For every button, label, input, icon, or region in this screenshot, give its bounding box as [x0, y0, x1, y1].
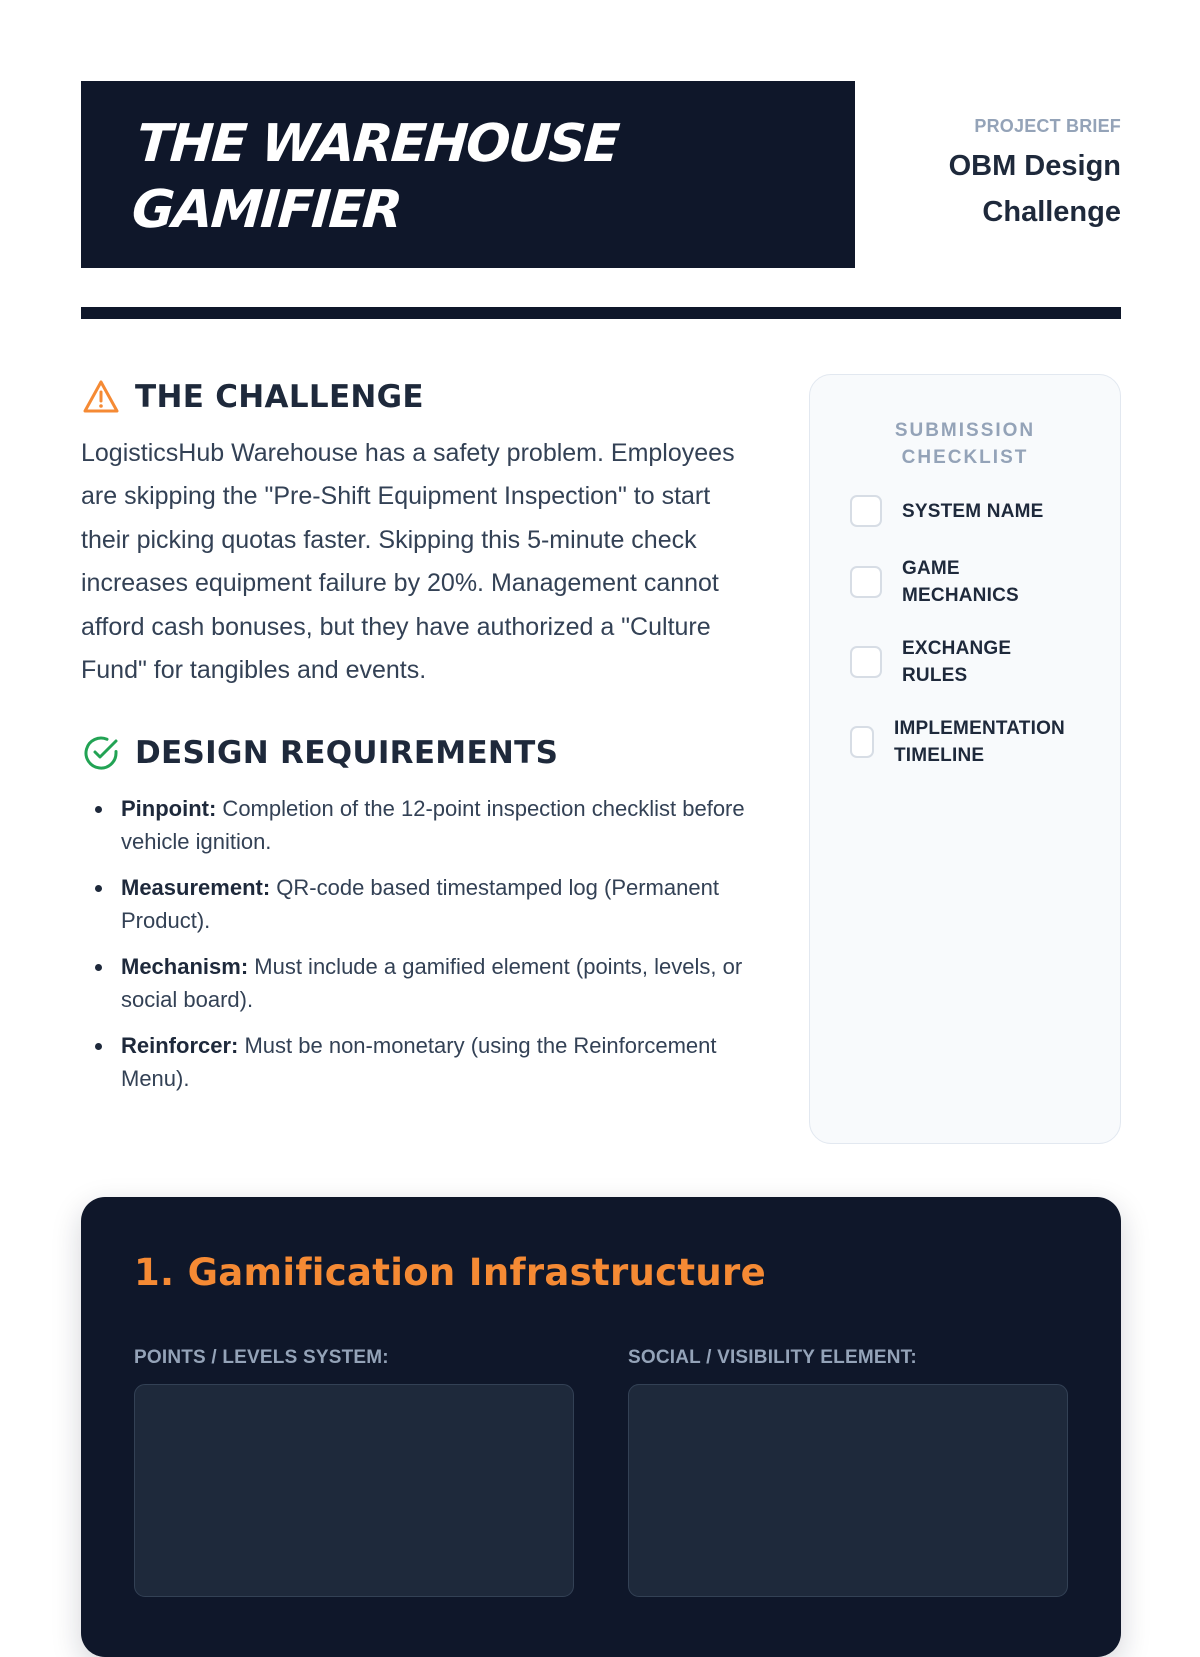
- requirement-term: Pinpoint:: [121, 796, 217, 822]
- requirement-item: [121, 792, 761, 858]
- requirement-text: Must include a gamified element (points, levels, or social board).: [121, 954, 743, 1013]
- checklist-title: SUBMISSION CHECKLIST: [894, 420, 1036, 468]
- brief-title: [881, 143, 1121, 235]
- challenge-heading-text: THE CHALLENGE: [135, 379, 424, 415]
- header-divider: [81, 307, 1121, 319]
- challenge-heading: [81, 374, 761, 420]
- points-levels-label: POINTS / LEVELS SYSTEM:: [134, 1347, 389, 1368]
- requirement-term: Mechanism:: [121, 954, 249, 980]
- checkbox-exchange-rules[interactable]: [850, 646, 882, 678]
- requirements-heading-text: DESIGN REQUIREMENTS: [135, 735, 559, 772]
- requirement-text: Must be non-monetary (using the Reinforcement Menu).: [121, 1033, 717, 1092]
- gamification-infrastructure-section: [81, 1197, 1121, 1657]
- page-header: [81, 81, 1121, 268]
- checklist-label: EXCHANGE RULES: [902, 638, 1012, 686]
- requirement-text: Completion of the 12-point inspection checklist before vehicle ignition.: [121, 796, 745, 855]
- checklist-item-implementation-timeline[interactable]: [850, 715, 1065, 769]
- brief-title-line1: OBM Design: [948, 150, 1121, 182]
- checklist-label: GAME MECHANICS: [902, 558, 1019, 606]
- brief-label: PROJECT BRIEF: [974, 116, 1121, 136]
- checkbox-implementation-timeline[interactable]: [850, 726, 874, 758]
- check-circle-icon: [81, 733, 121, 773]
- social-visibility-label: SOCIAL / VISIBILITY ELEMENT:: [628, 1347, 917, 1368]
- requirements-list: [81, 792, 761, 1095]
- main-content: [81, 374, 761, 1108]
- checkbox-system-name[interactable]: [850, 495, 882, 527]
- social-visibility-input[interactable]: [628, 1384, 1068, 1597]
- requirement-text: QR-code based timestamped log (Permanent Product).: [121, 875, 719, 934]
- brief-title-line2: Challenge: [982, 196, 1121, 228]
- submission-checklist: [809, 374, 1121, 1144]
- page-title: THE WAREHOUSE GAMIFIER: [129, 114, 620, 240]
- title-banner: [81, 81, 855, 268]
- checkbox-game-mechanics[interactable]: [850, 566, 882, 598]
- project-brief: [881, 115, 1121, 235]
- requirement-item: [121, 1029, 761, 1095]
- challenge-text: LogisticsHub Warehouse has a safety problem. Employees are skipping the "Pre-Shift Equipment Inspection" to start their picking quotas faster. Skipping this 5-minute check increases equipment failure by 20%. Management cannot afford cash bonuses, but they have authorized a "Culture Fund" for tangibles and events.: [81, 439, 735, 685]
- requirements-heading: [81, 730, 761, 776]
- requirement-item: [121, 871, 761, 937]
- checklist-label: IMPLEMENTATION TIMELINE: [894, 718, 1065, 766]
- requirement-term: Reinforcer:: [121, 1033, 239, 1059]
- checklist-item-exchange-rules[interactable]: [850, 635, 1011, 689]
- requirement-item: [121, 950, 761, 1016]
- points-levels-input[interactable]: [134, 1384, 574, 1597]
- checklist-label: SYSTEM NAME: [902, 500, 1044, 522]
- checklist-item-system-name[interactable]: [850, 495, 1044, 527]
- requirement-term: Measurement:: [121, 875, 271, 901]
- section-title: 1. Gamification Infrastructure: [134, 1251, 766, 1294]
- checklist-item-game-mechanics[interactable]: [850, 555, 1019, 609]
- warning-triangle-icon: [81, 377, 121, 417]
